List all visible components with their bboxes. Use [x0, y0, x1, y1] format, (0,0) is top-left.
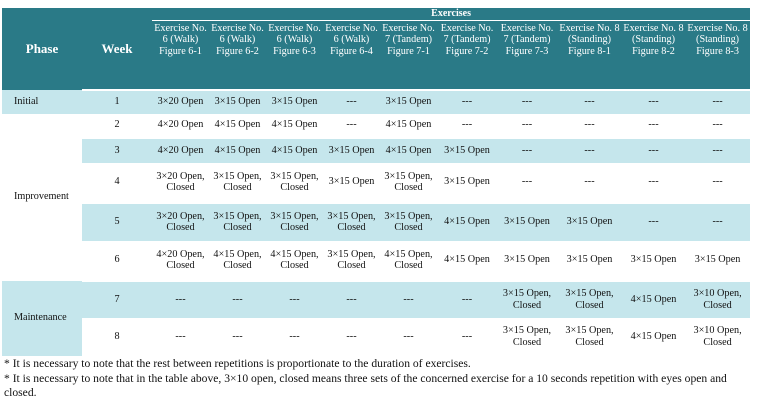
table-row: [2, 318, 750, 356]
schedule-cell: 4×20 Open: [152, 138, 209, 163]
schedule-cell: 3×10 Open, Closed: [685, 281, 750, 318]
week-cell: 7: [82, 281, 152, 318]
schedule-cell: ---: [685, 203, 750, 241]
schedule-cell: ---: [152, 281, 209, 318]
schedule-cell: ---: [461, 119, 473, 131]
schedule-cell: 3×15 Open: [497, 203, 557, 241]
week-header: Week: [82, 8, 152, 90]
schedule-cell: ---: [437, 90, 497, 114]
schedule-cell: ---: [584, 119, 595, 131]
schedule-cell: 3×15 Open: [694, 254, 741, 266]
schedule-cell: ---: [266, 281, 323, 318]
table-row: [2, 138, 750, 163]
schedule-cell: 3×20 Open: [152, 90, 209, 114]
schedule-cell: 4×15 Open: [209, 138, 266, 163]
schedule-cell: 3×15 Open, Closed: [497, 281, 557, 318]
schedule-cell: 3×15 Open, Closed: [384, 170, 433, 193]
schedule-cell: 3×15 Open: [437, 138, 497, 163]
schedule-cell: 3×15 Open, Closed: [266, 203, 323, 241]
schedule-cell: 4×20 Open: [157, 119, 204, 131]
schedule-cell: 3×15 Open: [380, 90, 437, 114]
schedule-cell: 4×15 Open: [622, 281, 685, 318]
schedule-cell: 4×15 Open: [437, 203, 497, 241]
schedule-cell: 4×15 Open: [380, 138, 437, 163]
schedule-cell: 4×15 Open: [271, 119, 318, 131]
schedule-cell: ---: [648, 119, 659, 131]
schedule-cell: 4×15 Open: [444, 254, 490, 266]
schedule-cell: 3×15 Open: [504, 254, 550, 266]
schedule-cell: ---: [521, 176, 533, 188]
exercise-column-header: Exercise No. 7 (Tandem) Figure 7-2: [437, 20, 497, 90]
schedule-cell: ---: [346, 119, 357, 131]
schedule-cell: 4×20 Open, Closed: [156, 248, 205, 271]
exercise-column-header: Exercise No. 7 (Tandem) Figure 7-3: [497, 20, 557, 90]
schedule-cell: ---: [323, 281, 380, 318]
schedule-cell: 4×15 Open, Closed: [213, 248, 262, 271]
schedule-cell: 3×15 Open: [566, 254, 613, 266]
schedule-cell: 4×15 Open, Closed: [384, 248, 433, 271]
schedule-cell: 3×20 Open, Closed: [156, 170, 205, 193]
week-cell: 6: [114, 254, 120, 266]
schedule-cell: 3×15 Open: [328, 176, 375, 188]
schedule-cell: ---: [497, 90, 557, 114]
exercise-column-header: Exercise No. 6 (Walk) Figure 6-4: [323, 20, 380, 90]
schedule-cell: ---: [289, 330, 300, 342]
exercise-column-header: Exercise No. 8 (Standing) Figure 8-2: [622, 20, 685, 90]
schedule-cell: ---: [521, 119, 533, 131]
table-row: [2, 163, 750, 203]
week-cell: 8: [114, 330, 120, 342]
schedule-cell: ---: [403, 330, 414, 342]
note-rest: * It is necessary to note that the rest between repetitions is proportionate to the duration of exercises.: [4, 357, 471, 370]
schedule-cell: ---: [175, 330, 186, 342]
schedule-cell: 3×15 Open, Closed: [270, 170, 319, 193]
phase-header: Phase: [2, 8, 82, 90]
schedule-cell: ---: [685, 90, 750, 114]
exercise-column-header: Exercise No. 6 (Walk) Figure 6-3: [266, 20, 323, 90]
schedule-cell: ---: [648, 176, 659, 188]
phase-cell-maintenance: Maintenance: [2, 281, 82, 356]
schedule-cell: 4×15 Open: [214, 119, 261, 131]
schedule-cell: 4×15 Open: [630, 330, 677, 342]
schedule-cell: 3×15 Open, Closed: [380, 203, 437, 241]
schedule-cell: ---: [557, 90, 622, 114]
week-cell: 5: [82, 203, 152, 241]
schedule-cell: 3×15 Open: [266, 90, 323, 114]
schedule-cell: ---: [685, 138, 750, 163]
schedule-cell: 3×15 Open, Closed: [209, 203, 266, 241]
schedule-cell: 3×15 Open, Closed: [502, 325, 552, 348]
exercise-column-header: Exercise No. 8 (Standing) Figure 8-3: [685, 20, 750, 90]
schedule-cell: ---: [497, 138, 557, 163]
schedule-cell: 4×15 Open: [266, 138, 323, 163]
schedule-cell: 3×15 Open, Closed: [323, 203, 380, 241]
exercise-column-header: Exercise No. 7 (Tandem) Figure 7-1: [380, 20, 437, 90]
week-cell: 1: [82, 90, 152, 114]
exercises-header: Exercises: [152, 8, 750, 20]
schedule-cell: 3×15 Open: [209, 90, 266, 114]
schedule-cell: 3×15 Open, Closed: [213, 170, 262, 193]
week-cell: 3: [82, 138, 152, 163]
schedule-cell: ---: [209, 281, 266, 318]
schedule-cell: 3×10 Open, Closed: [693, 325, 742, 348]
schedule-cell: 3×15 Open, Closed: [327, 248, 376, 271]
exercise-schedule-table: [2, 8, 750, 356]
exercise-column-header: Exercise No. 6 (Walk) Figure 6-2: [209, 20, 266, 90]
schedule-cell: 4×15 Open, Closed: [270, 248, 319, 271]
note-sets: * It is necessary to note that in the table above, 3×10 open, closed means three sets of the concerned exercise for a 10 seconds repetition with eyes open and closed.: [4, 371, 727, 399]
schedule-cell: ---: [622, 90, 685, 114]
table-notes: [4, 357, 756, 401]
schedule-cell: 3×15 Open, Closed: [557, 281, 622, 318]
exercise-column-header: Exercise No. 8 (Standing) Figure 8-1: [557, 20, 622, 90]
schedule-cell: 3×15 Open: [323, 138, 380, 163]
schedule-cell: ---: [323, 90, 380, 114]
schedule-cell: 3×15 Open: [444, 176, 490, 188]
week-cell: 2: [114, 119, 120, 131]
schedule-cell: ---: [584, 176, 595, 188]
schedule-cell: ---: [622, 138, 685, 163]
schedule-cell: ---: [712, 176, 723, 188]
table-row: [2, 90, 750, 114]
schedule-cell: ---: [712, 119, 723, 131]
schedule-cell: 3×15 Open, Closed: [565, 325, 614, 348]
schedule-cell: ---: [232, 330, 243, 342]
schedule-cell: ---: [557, 138, 622, 163]
phase-cell-initial: Initial: [2, 90, 82, 114]
phase-cell-improvement: Improvement: [2, 114, 82, 281]
exercise-column-header: Exercise No. 6 (Walk) Figure 6-1: [152, 20, 209, 90]
table-row: [2, 281, 750, 318]
schedule-cell: ---: [622, 203, 685, 241]
table-row: [2, 114, 750, 138]
schedule-cell: 3×15 Open: [630, 254, 677, 266]
schedule-cell: 3×15 Open: [557, 203, 622, 241]
schedule-cell: ---: [346, 330, 357, 342]
schedule-cell: ---: [380, 281, 437, 318]
schedule-cell: 3×20 Open, Closed: [152, 203, 209, 241]
table-row: [2, 203, 750, 241]
schedule-cell: 4×15 Open: [385, 119, 432, 131]
schedule-cell: ---: [461, 330, 473, 342]
week-cell: 4: [114, 176, 120, 188]
schedule-cell: ---: [437, 281, 497, 318]
table-row: [2, 241, 750, 281]
